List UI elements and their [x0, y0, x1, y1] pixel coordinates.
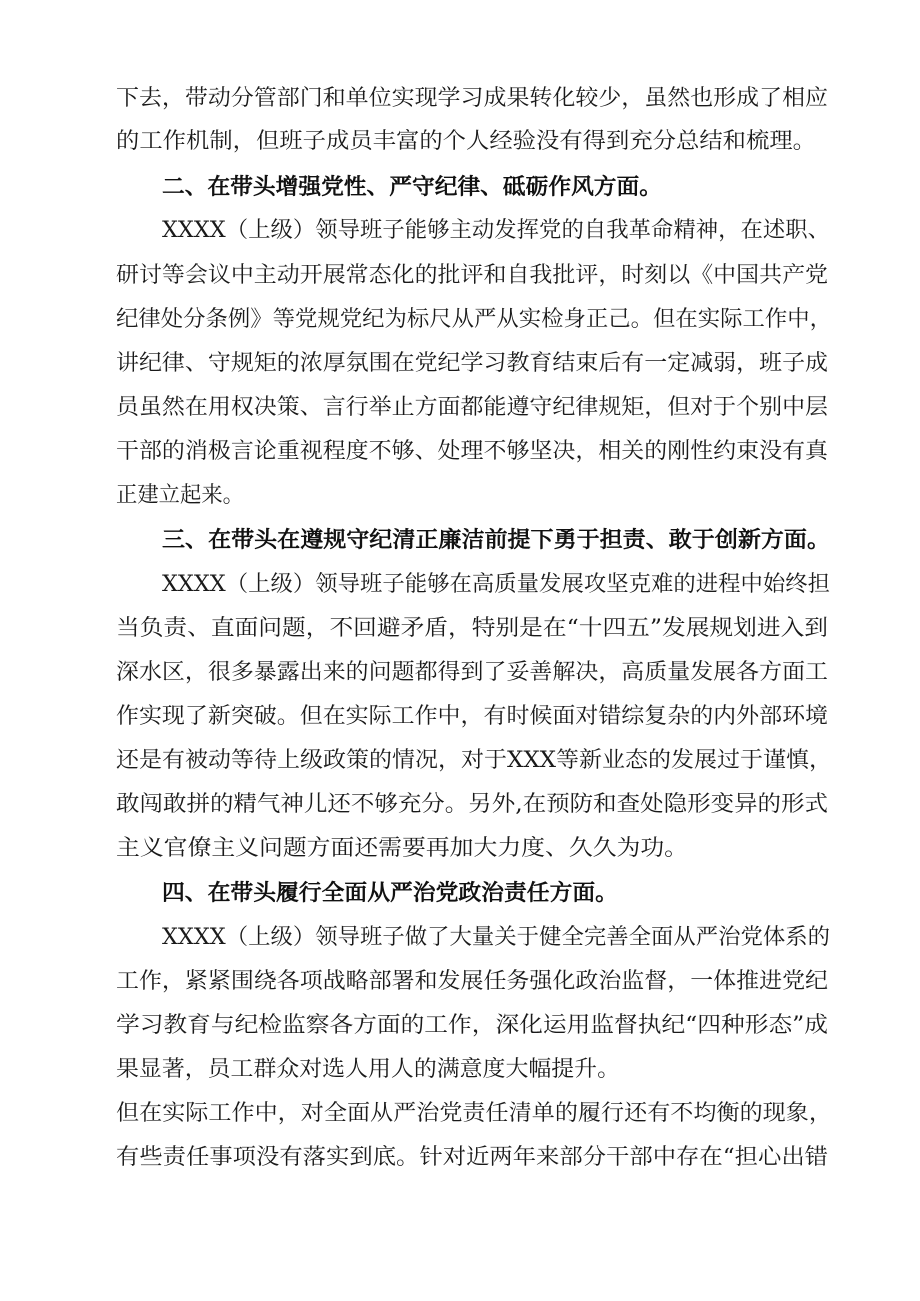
- paragraph-line: [0, 1138, 920, 1178]
- section-heading: [0, 521, 920, 561]
- paragraph-line-text: 员虽然在用权决策、言行举止方面都能遵守纪律规矩，但对于个别中层: [116, 395, 829, 420]
- paragraph-line: [0, 476, 920, 516]
- paragraph-line-text: 果显著，员工群众对选人用人的满意度大幅提升。: [116, 1057, 621, 1082]
- paragraph-line-text: 研讨等会议中主动开展常态化的批评和自我批评，时刻以《中国共产党: [116, 263, 829, 288]
- paragraph-line-text: 的工作机制，但班子成员丰富的个人经验没有得到充分总结和梳理。: [116, 129, 817, 154]
- paragraph-line-text: 敢闯敢拼的精气神儿还不够充分。另外,在预防和查处隐形变异的形式: [116, 792, 829, 817]
- paragraph-line: [0, 962, 920, 1002]
- paragraph-line-text: 当负责、直面问题，不回避矛盾，特别是在“十四五”发展规划进入到: [116, 616, 829, 641]
- paragraph-line: [0, 432, 920, 472]
- paragraph-line: [0, 1050, 920, 1090]
- section-heading: [0, 168, 920, 208]
- paragraph-line: [0, 256, 920, 296]
- paragraph-line: [0, 918, 920, 958]
- section-heading-text: 三、在带头在遵规守纪清正廉洁前提下勇于担责、敢于创新方面。: [162, 528, 831, 553]
- paragraph-line-text: XXXX（上级）领导班子能够在高质量发展攻坚克难的进程中始终担: [162, 572, 831, 597]
- paragraph-line-text: 深水区，很多暴露出来的问题都得到了妥善解决，高质量发展各方面工: [116, 660, 829, 685]
- paragraph-line-text: 主义官僚主义问题方面还需要再加大力度、久久为功。: [116, 836, 688, 861]
- paragraph-line: [0, 785, 920, 825]
- paragraph-line: [0, 79, 920, 119]
- paragraph-line: [0, 122, 920, 162]
- paragraph-line: [0, 1006, 920, 1046]
- paragraph-line: [0, 609, 920, 649]
- paragraph-line-text: 有些责任事项没有落实到底。针对近两年来部分干部中存在“担心出错: [116, 1145, 828, 1170]
- paragraph-line: [0, 344, 920, 384]
- paragraph-line-text: 还是有被动等待上级政策的情况，对于XXX等新业态的发展过于谨慎，: [116, 748, 833, 773]
- paragraph-line-text: 纪律处分条例》等党规党纪为标尺从严从实检身正己。但在实际工作中，: [116, 307, 832, 332]
- section-heading-text: 二、在带头增强党性、严守纪律、砥砺作风方面。: [162, 175, 662, 200]
- paragraph-line: [0, 565, 920, 605]
- paragraph-line-text: 学习教育与纪检监察各方面的工作，深化运用监督执纪“四种形态”成: [116, 1013, 829, 1038]
- paragraph-line-text: 讲纪律、守规矩的浓厚氛围在党纪学习教育结束后有一定减弱，班子成: [116, 351, 829, 376]
- paragraph-line: [0, 300, 920, 340]
- paragraph-line: [0, 829, 920, 869]
- paragraph-line-text: XXXX（上级）领导班子做了大量关于健全完善全面从严治党体系的: [162, 925, 831, 950]
- paragraph-line: [0, 653, 920, 693]
- paragraph-line: [0, 388, 920, 428]
- section-heading: [0, 874, 920, 914]
- paragraph-line-text: 但在实际工作中，对全面从严治党责任清单的履行还有不均衡的现象，: [116, 1101, 832, 1126]
- paragraph-line-text: 工作，紧紧围绕各项战略部署和发展任务强化政治监督，一体推进党纪: [116, 969, 829, 994]
- paragraph-line-text: 下去，带动分管部门和单位实现学习成果转化较少，虽然也形成了相应: [116, 86, 829, 111]
- section-heading-text: 四、在带头履行全面从严治党政治责任方面。: [162, 881, 618, 906]
- paragraph-line: [0, 741, 920, 781]
- paragraph-line-text: 正建立起来。: [116, 483, 245, 508]
- paragraph-line-text: 干部的消极言论重视程度不够、处理不够坚决，相关的刚性约束没有真: [116, 439, 829, 464]
- paragraph-line: [0, 697, 920, 737]
- paragraph-line: [0, 211, 920, 251]
- paragraph-line-text: 作实现了新突破。但在实际工作中，有时候面对错综复杂的内外部环境: [116, 704, 829, 729]
- paragraph-line-text: XXXX（上级）领导班子能够主动发挥党的自我革命精神，在述职、: [162, 218, 831, 243]
- paragraph-line: [0, 1094, 920, 1134]
